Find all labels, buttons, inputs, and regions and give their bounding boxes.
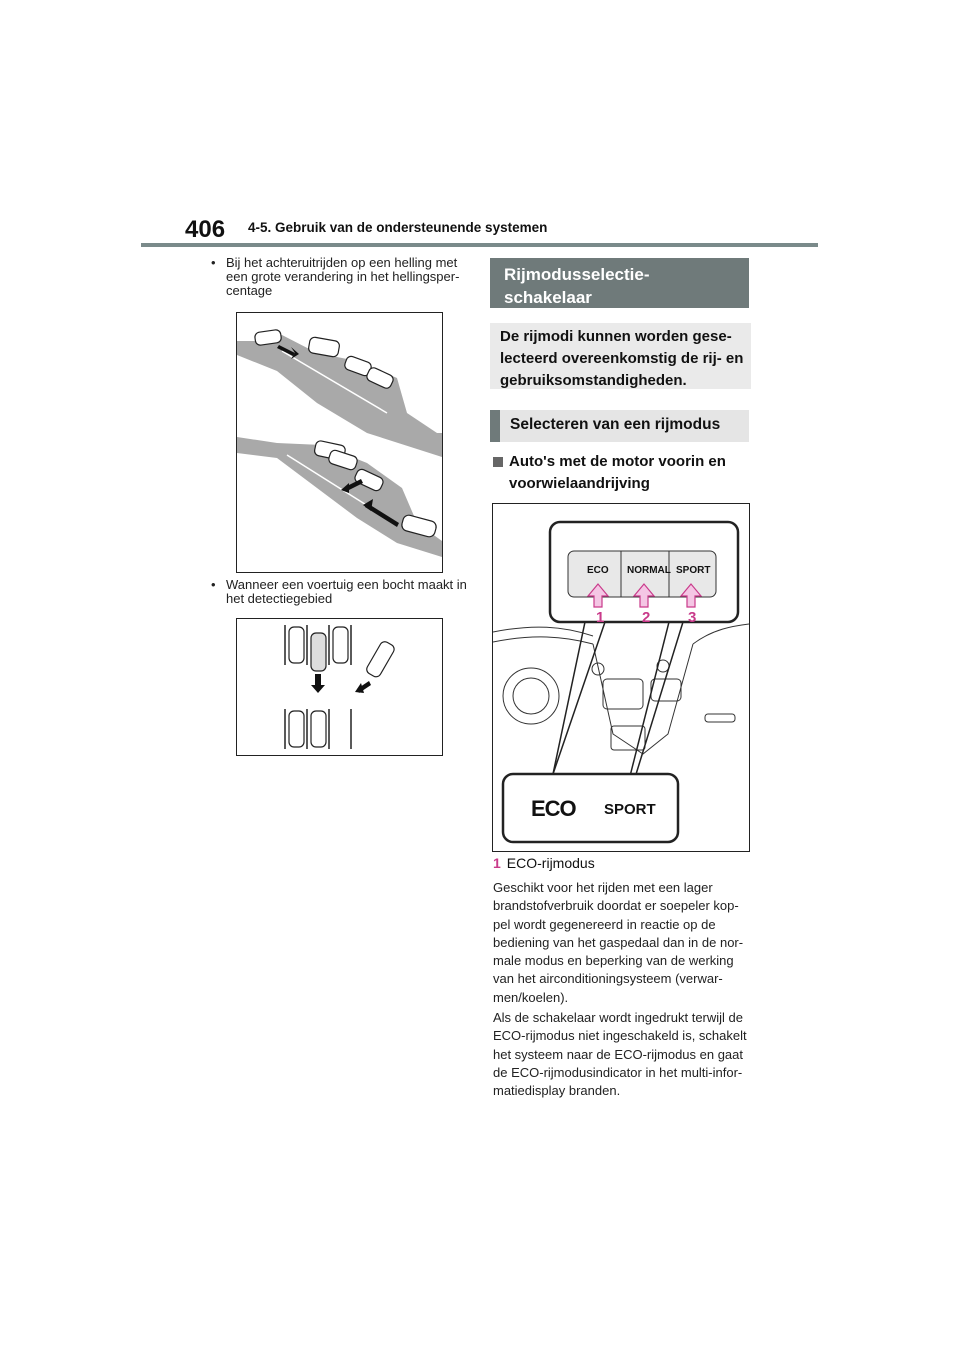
parking-illustration xyxy=(236,618,443,756)
bullet-dot: • xyxy=(211,255,216,270)
slope-illustration xyxy=(236,312,443,573)
item-eco-mode xyxy=(493,855,595,871)
item-label: ECO-rijmodus xyxy=(506,855,595,871)
callout-1: 1 xyxy=(596,609,605,626)
normal-button: NORMAL xyxy=(627,565,671,576)
bullet-line: het detectiegebied xyxy=(226,591,333,606)
section-title: 4-5. Gebruik van de ondersteunende systemen xyxy=(248,220,548,235)
paragraph-eco-description xyxy=(493,879,753,1007)
intro-line: gebruiksomstandigheden. xyxy=(500,372,687,389)
bullet-dot: • xyxy=(211,577,216,592)
para-line: Als de schakelaar wordt ingedrukt terwijl de xyxy=(493,1010,744,1025)
eco-button: ECO xyxy=(587,565,609,576)
intro-line: lecteerd overeenkomstig de rij- en xyxy=(500,350,744,367)
square-bullet-icon xyxy=(493,457,503,467)
case-title-line: Auto's met de motor voorin en xyxy=(509,453,726,470)
intro-box xyxy=(490,323,751,389)
para-line: male modus en beperking van de werking xyxy=(493,953,734,969)
para-line: pel wordt gegenereerd in reactie op de xyxy=(493,916,716,932)
bullet-slope xyxy=(211,256,471,302)
case-title xyxy=(493,451,726,495)
heading-line: Rijmodusselectie- xyxy=(504,265,650,284)
sport-indicator: SPORT xyxy=(604,801,656,818)
paragraph-eco-switch xyxy=(493,1009,753,1100)
para-line: het systeem naar de ECO-rijmodus en gaat xyxy=(493,1046,744,1062)
heading-line: schakelaar xyxy=(504,288,592,307)
section-heading xyxy=(490,258,749,308)
item-number: 1 xyxy=(493,855,501,871)
para-line: de ECO-rijmodusindicator in het multi-infor- xyxy=(493,1064,743,1080)
sport-button: SPORT xyxy=(676,565,711,576)
drive-mode-figure xyxy=(492,503,750,852)
para-line: matiedisplay branden. xyxy=(493,1083,621,1099)
bullet-line: centage xyxy=(226,283,273,298)
header-divider xyxy=(141,243,818,247)
para-line: van het airconditioningsysteem (verwar- xyxy=(493,971,723,987)
callout-2: 2 xyxy=(642,609,651,626)
case-title-line: voorwielaandrijving xyxy=(509,475,650,492)
intro-line: De rijmodi kunnen worden gese- xyxy=(500,328,732,345)
bullet-curve xyxy=(211,578,471,610)
page-number: 406 xyxy=(185,216,226,243)
para-line: brandstofverbruik doordat er soepeler kop- xyxy=(493,898,739,914)
eco-indicator: ECO xyxy=(531,796,576,821)
bullet-line: Wanneer een voertuig een bocht maakt in xyxy=(226,577,467,592)
bullet-line: Bij het achteruitrijden op een helling met xyxy=(226,255,458,270)
para-line: men/koelen). xyxy=(493,989,569,1005)
para-line: Geschikt voor het rijden met een lager xyxy=(493,880,713,895)
subheading: Selecteren van een rijmodus xyxy=(490,410,749,442)
para-line: bediening van het gaspedaal dan in de nor- xyxy=(493,934,744,950)
para-line: ECO-rijmodus niet ingeschakeld is, schakelt xyxy=(493,1028,747,1044)
bullet-line: een grote verandering in het hellingsper- xyxy=(226,269,460,284)
callout-3: 3 xyxy=(688,609,697,626)
